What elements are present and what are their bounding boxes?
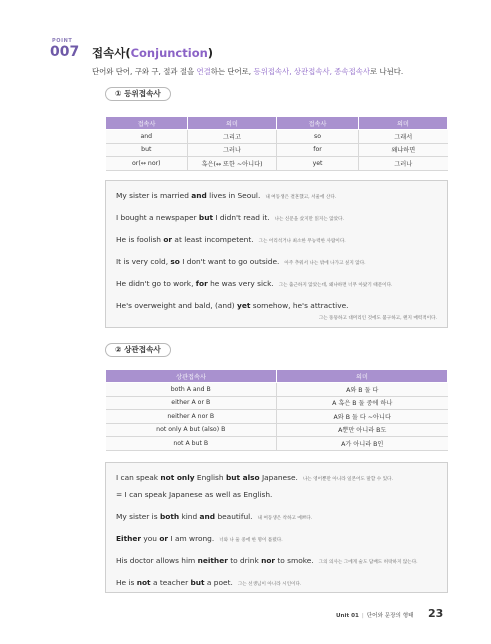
table-header: 상관접속사 (106, 370, 277, 383)
table-header: 의미 (188, 117, 277, 130)
example-sentence (116, 257, 366, 266)
example-translation: 나는 신문을 샀지만 읽지는 않았다. (274, 217, 345, 222)
example-translation: 내 여동생은 결혼했고, 서울에 산다. (265, 195, 337, 200)
table-row (106, 423, 448, 437)
table-header: 의미 (359, 117, 448, 130)
table-cell: 그리고 (188, 130, 277, 144)
page-title (92, 45, 213, 61)
example-conjunction: so (170, 257, 180, 266)
table-row (106, 396, 448, 410)
point-label: POINT (52, 38, 73, 44)
table-cell: so (276, 130, 358, 144)
table-cell: but (106, 143, 188, 157)
example-text: He is (116, 578, 137, 587)
example-conjunction: Either (116, 534, 142, 543)
subtitle-accent: 연결 (196, 67, 211, 76)
title-accent: Conjunction (130, 46, 208, 60)
table-cell: A가 아니라 B인 (277, 437, 448, 451)
example-text: He is foolish (116, 235, 164, 244)
example-conjunction: but (198, 213, 213, 222)
table-cell: both A and B (106, 383, 277, 397)
example-text: His doctor allows him (116, 556, 198, 565)
table-cell: not only A but (also) B (106, 423, 277, 437)
example-text: to smoke. (275, 556, 314, 565)
page-footer (336, 611, 414, 619)
example-text: lives in Seoul. (206, 191, 261, 200)
example-translation: 너와 나 둘 중에 한 명이 틀렸다. (219, 538, 283, 543)
table-cell: A와 B 둘 다 (277, 383, 448, 397)
table-cell: or(↔ nor) (106, 157, 188, 171)
example-translation: 그는 선생님이 아니라 시인이다. (237, 582, 302, 587)
subtitle-part: 하는 단어로, (210, 67, 254, 76)
example-text: a poet. (204, 578, 233, 587)
table-cell: A뿐만 아니라 B도 (277, 423, 448, 437)
example-sentence (116, 301, 348, 310)
table-cell: A와 B 둘 다 ~아니다 (277, 410, 448, 424)
example-translation: 그는 출근하지 않았는데, 왜냐하면 너무 아팠기 때문이다. (278, 283, 393, 288)
page-number: 23 (428, 607, 444, 620)
example-conjunction: both (159, 512, 180, 521)
table-cell: A 혹은 B 둘 중에 하나 (277, 396, 448, 410)
example-sentence (116, 191, 336, 200)
example-text: at least incompetent. (172, 235, 254, 244)
subtitle-accent: 등위접속사, 상관접속사, 종속접속사 (253, 67, 370, 76)
example-sentence (116, 473, 393, 482)
table-row (106, 130, 448, 144)
example-text: I can speak (116, 473, 161, 482)
example-conjunction: not (136, 578, 151, 587)
example-text: you (141, 534, 160, 543)
example-sentence (116, 213, 344, 222)
example-text: My sister is (116, 512, 160, 521)
table-cell: and (106, 130, 188, 144)
example-text: I didn't read it. (213, 213, 270, 222)
table-cell: 그래서 (359, 130, 448, 144)
example-text: He's overweight and bald, (and) (116, 301, 238, 310)
subtitle-part: 단어와 단어, 구와 구, 절과 절을 (92, 67, 197, 76)
table-row (106, 143, 448, 157)
example-text: English (194, 473, 226, 482)
example-translation: 아주 추워서 나는 밖에 나가고 싶지 않다. (284, 261, 366, 266)
example-text: a teacher (150, 578, 191, 587)
footer-chapter: 단어와 문장의 형태 (366, 613, 414, 619)
example-conjunction: or (163, 235, 173, 244)
example-sentence (116, 578, 301, 587)
table-cell: either A or B (106, 396, 277, 410)
example-sentence (116, 556, 418, 565)
example-text: = I can speak Japanese as well as English. (116, 490, 273, 499)
example-text: I am wrong. (168, 534, 215, 543)
example-sentence (116, 534, 283, 543)
table-cell: not A but B (106, 437, 277, 451)
table-row (106, 437, 448, 451)
example-conjunction: and (191, 191, 207, 200)
title-end: ) (207, 46, 214, 60)
table-row (106, 410, 448, 424)
table-cell: 그러나 (188, 143, 277, 157)
table-cell: for (276, 143, 358, 157)
example-text: I don't want to go outside. (179, 257, 280, 266)
example-translation: 내 여동생은 착하고 예쁘다. (257, 516, 313, 521)
table-cell: neither A nor B (106, 410, 277, 424)
example-text: beautiful. (215, 512, 253, 521)
example-text: My sister is married (116, 191, 192, 200)
table-cell: 혹은(↔ 또한 ~아니다) (188, 157, 277, 171)
example-translation: 나는 영어뿐만 아니라 일본어도 말할 수 있다. (302, 477, 393, 482)
point-number: 007 (50, 44, 80, 60)
example-text: Japanese. (259, 473, 298, 482)
example-conjunction: or (159, 534, 169, 543)
example-text: somehow, he's attractive. (250, 301, 349, 310)
example-conjunction: not only (160, 473, 195, 482)
example-box-correlative (105, 462, 448, 593)
example-sentence (116, 235, 346, 244)
example-text: I bought a newspaper (116, 213, 199, 222)
example-conjunction: and (199, 512, 216, 521)
example-text: kind (179, 512, 200, 521)
example-sentence (116, 279, 392, 288)
example-text: to drink (227, 556, 262, 565)
example-sentence (116, 490, 272, 499)
example-conjunction: for (195, 279, 208, 288)
example-conjunction: but also (225, 473, 260, 482)
example-text: He didn't go to work, (116, 279, 196, 288)
table-row (106, 157, 448, 171)
page-subtitle (92, 66, 403, 77)
example-sentence (116, 512, 312, 521)
example-translation: 그는 어리석거나 최소한 무능력한 사람이다. (258, 239, 346, 244)
footer-separator: | (361, 613, 364, 619)
table-header: 접속사 (276, 117, 358, 130)
title-main: 접속사( (92, 46, 131, 60)
table-cell: 그러나 (359, 157, 448, 171)
coordinating-table (105, 116, 448, 171)
table-header: 접속사 (106, 117, 188, 130)
example-translation: 그의 의사는 그에게 술도 담배도 허락하지 않는다. (318, 560, 418, 565)
table-header: 의미 (277, 370, 448, 383)
subtitle-part: 로 나뉜다. (370, 67, 404, 76)
table-row (106, 383, 448, 397)
section-heading-correlative: ② 상관접속사 (105, 343, 171, 357)
example-text: It is very cold, (116, 257, 171, 266)
table-cell: yet (276, 157, 358, 171)
example-conjunction: yet (237, 301, 251, 310)
correlative-table (105, 369, 448, 451)
section-heading-coordinating: ① 등위접속사 (105, 87, 171, 101)
example-conjunction: but (190, 578, 205, 587)
footer-unit: Unit 01 (336, 613, 359, 619)
table-cell: 왜냐하면 (359, 143, 448, 157)
example-conjunction: neither (197, 556, 228, 565)
example-translation: 그는 뚱뚱하고 대머리인 것에도 불구하고, 왠지 매력적이다. (318, 316, 437, 321)
example-conjunction: nor (261, 556, 276, 565)
example-text: he was very sick. (207, 279, 274, 288)
example-box-coordinating (105, 180, 448, 328)
